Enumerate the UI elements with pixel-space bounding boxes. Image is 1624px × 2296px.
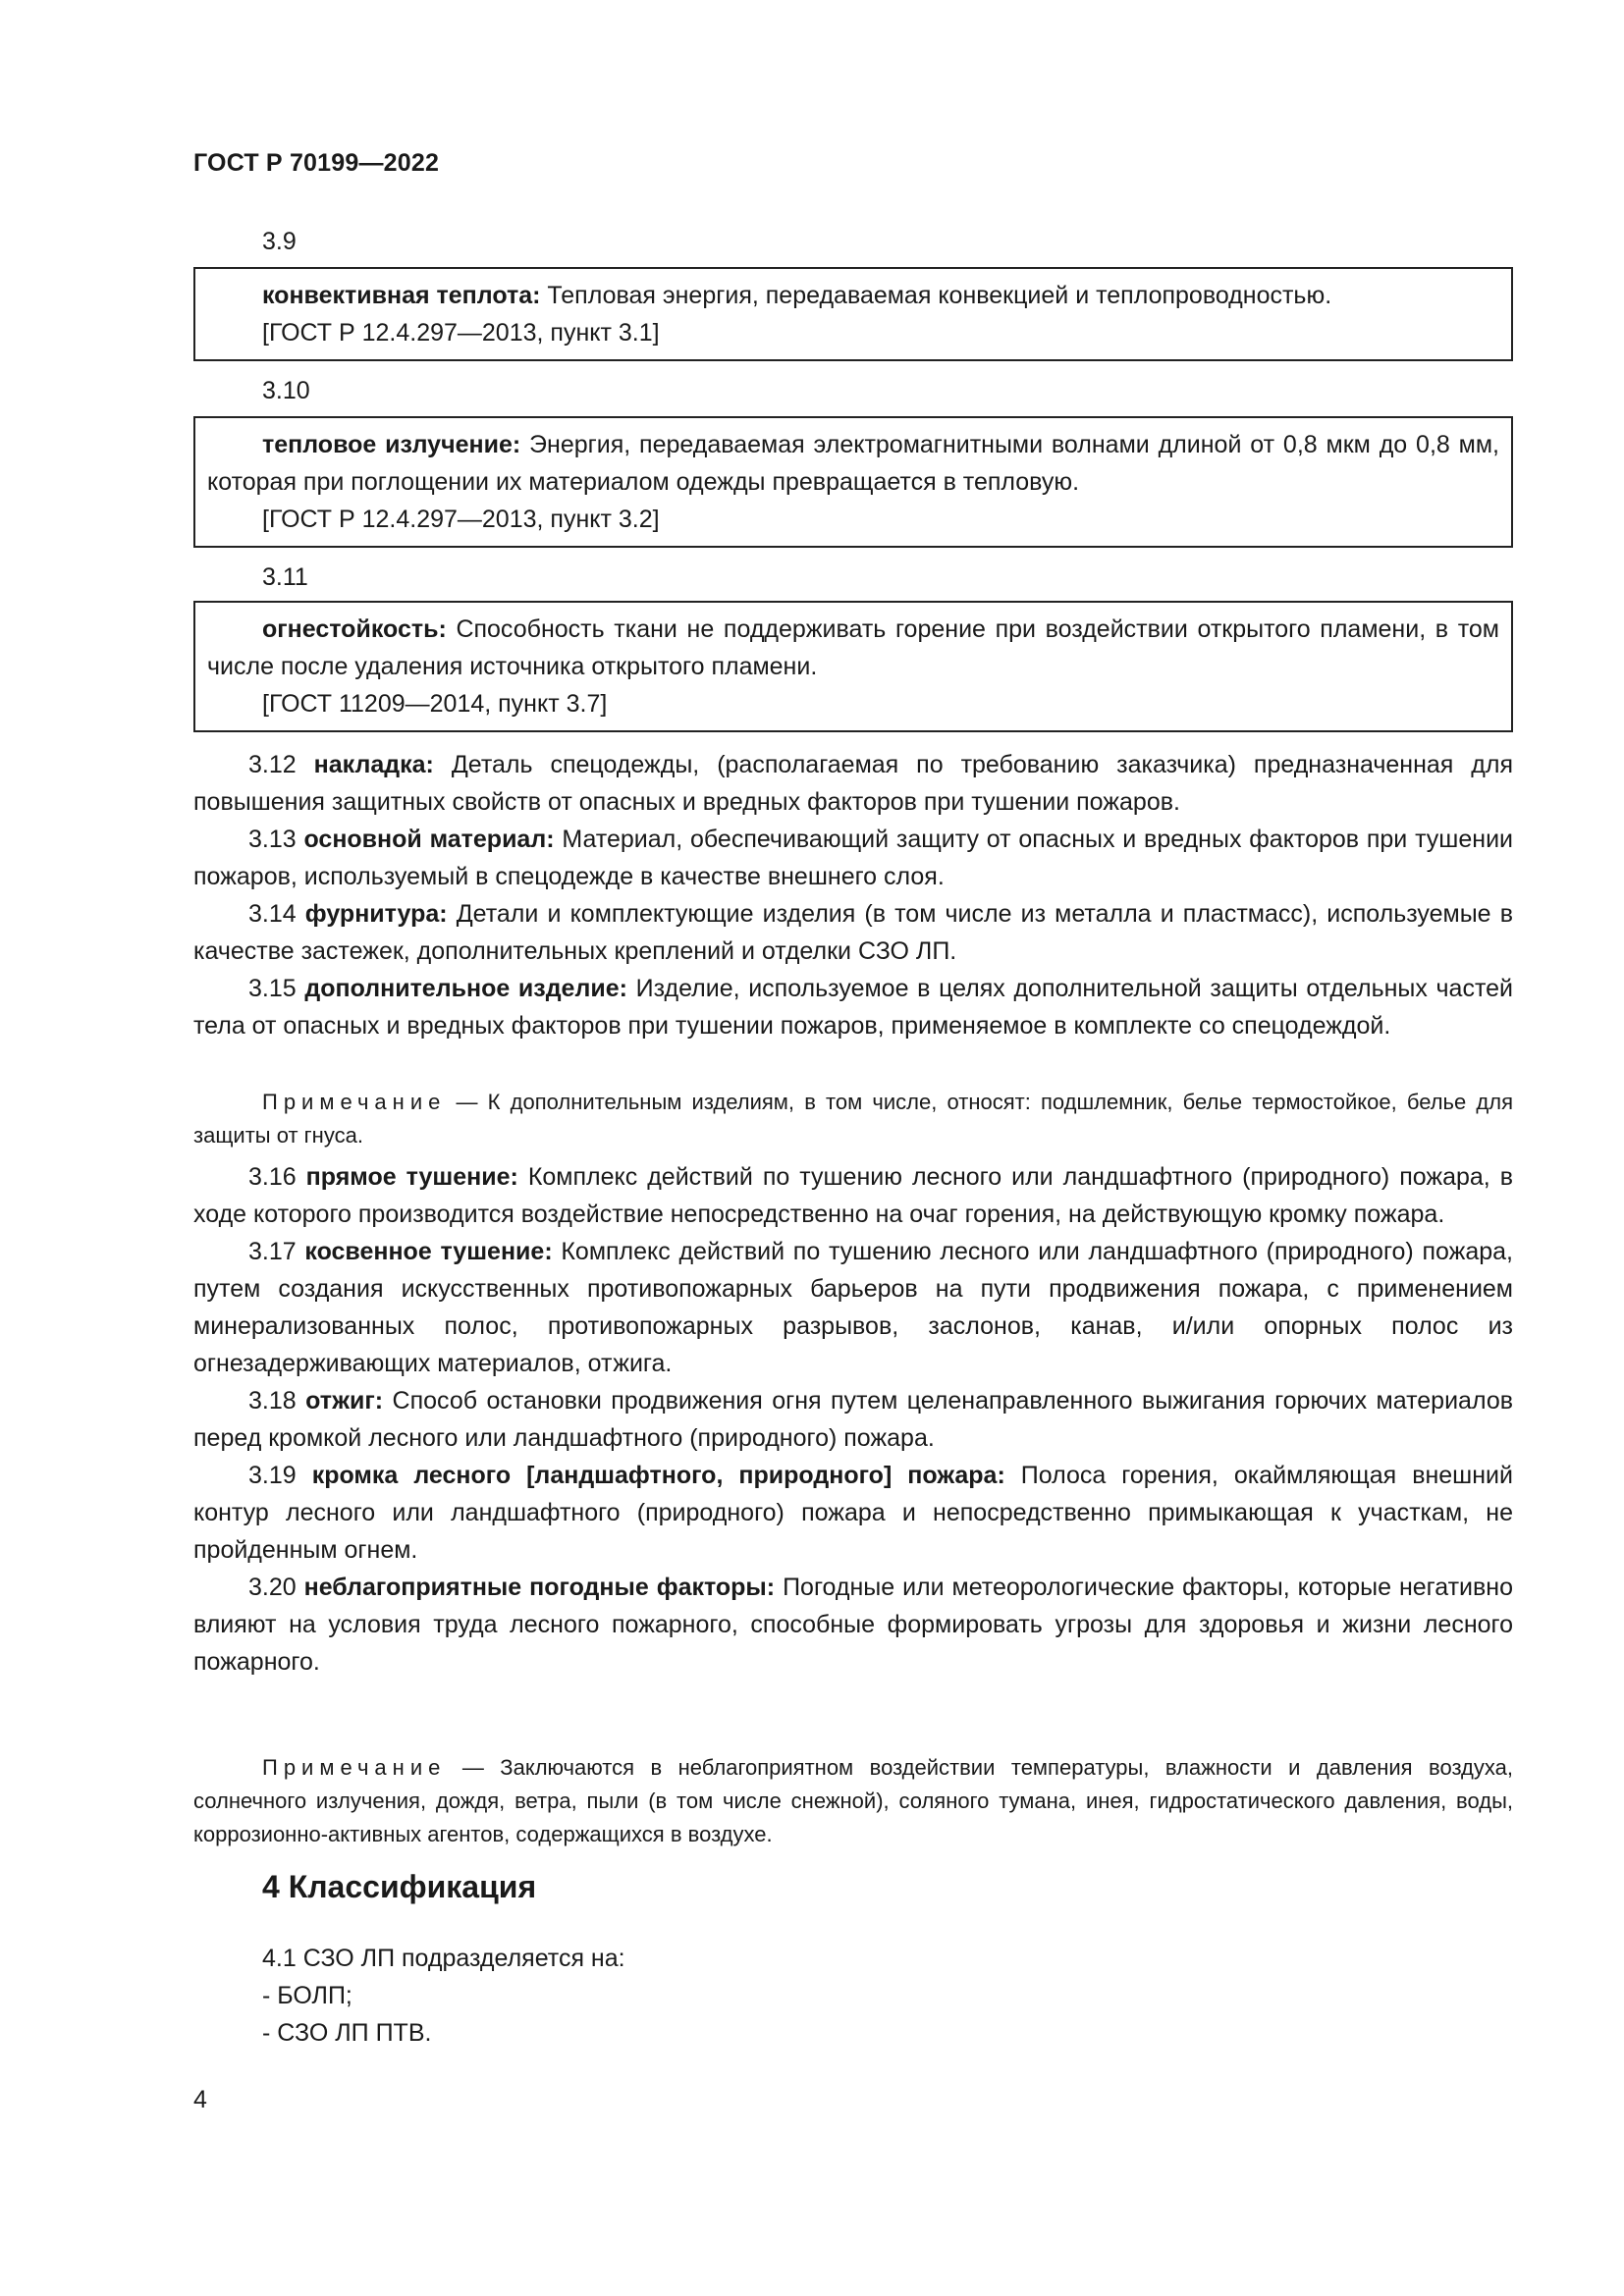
list-item: - БОЛП; <box>262 1982 352 2009</box>
term-definition: 3.18 отжиг: Способ остановки продвижения огня путем целенаправленного выжигания горючих материалов перед кромкой лесного или ландшафтного (природного) пожара. <box>193 1387 1514 1452</box>
term-number: 3.11 <box>262 563 308 591</box>
term-number: 3.9 <box>262 228 297 255</box>
term-name: дополнительное изделие: <box>304 975 627 1002</box>
term-name: кромка лесного [ландшафтного, природного] пожара: <box>311 1462 1005 1489</box>
term-name: накладка: <box>313 751 434 778</box>
term-definition: 3.17 косвенное тушение: Комплекс действий по тушению лесного или ландшафтного (природного) пожара, путем создания искусственных противопожарных барьеров на пути продвижения пожара, с применением минерализованных полос, противопожарных разрывов, заслонов, канав, и/или опорных полос из огнезадерживающих материалов, отжига. <box>193 1238 1513 1377</box>
term-text: Способность ткани не поддерживать горение при воздействии открытого пламени, в том числе после удаления источника открытого пламени. <box>207 615 1499 680</box>
term-source: [ГОСТ 11209—2014, пункт 3.7] <box>262 690 608 718</box>
term-number: 3.10 <box>262 377 310 404</box>
note-label: Примечание <box>262 1090 447 1114</box>
terms-block-2 <box>193 1158 1513 1681</box>
term-box <box>193 601 1513 732</box>
term-name: отжиг: <box>305 1387 384 1415</box>
page-number: 4 <box>193 2086 207 2113</box>
list-item: - СЗО ЛП ПТВ. <box>262 2019 432 2047</box>
term-definition: 3.19 кромка лесного [ландшафтного, природного] пожара: Полоса горения, окаймляющая внешний контур лесного или ландшафтного (природного) пожара и непосредственно примыкающая к участкам, не пройденным огнем. <box>193 1462 1513 1564</box>
term-definition: 3.16 прямое тушение: Комплекс действий по тушению лесного или ландшафтного (природного) пожара, в ходе которого производится воздействие непосредственно на очаг горения, на действующую кромку пожара. <box>193 1163 1514 1228</box>
term-text: Энергия, передаваемая электромагнитными волнами длиной от 0,8 мкм до 0,8 мм, которая при поглощении их материалом одежды превращается в тепловую. <box>207 431 1499 496</box>
term-definition: 3.13 основной материал: Материал, обеспечивающий защиту от опасных и вредных факторов при тушении пожаров, используемый в спецодежде в качестве внешнего слоя. <box>193 826 1513 890</box>
note-2: Примечание — Заключаются в неблагоприятном воздействии температуры, влажности и давления воздуха, солнечного излучения, дождя, ветра, пыли (в том числе снежной), соляного тумана, инея, гидростатического давления, воды, коррозионно-активных агентов, содержащихся в воздухе. <box>193 1755 1513 1846</box>
term-name: конвективная теплота: <box>262 282 541 309</box>
term-name: огнестойкость: <box>262 615 447 643</box>
term-name: тепловое излучение: <box>262 431 521 458</box>
term-definition <box>207 277 1499 314</box>
section-title: 4 Классификация <box>262 1869 537 1904</box>
term-text: Тепловая энергия, передаваемая конвекцией и теплопроводностью. <box>540 282 1332 309</box>
term-box <box>193 267 1513 361</box>
list-intro: 4.1 СЗО ЛП подразделяется на: <box>262 1945 625 1972</box>
term-box <box>193 416 1513 548</box>
term-source: [ГОСТ Р 12.4.297—2013, пункт 3.1] <box>262 319 660 347</box>
terms-block-1 <box>193 746 1513 1044</box>
term-definition <box>207 611 1499 685</box>
term-definition: 3.15 дополнительное изделие: Изделие, используемое в целях дополнительной защиты отдельных частей тела от опасных и вредных факторов при тушении пожаров, применяемое в комплекте со спецодеждой. <box>193 975 1513 1040</box>
term-definition: 3.12 накладка: Деталь спецодежды, (располагаемая по требованию заказчика) предназначенная для повышения защитных свойств от опасных и вредных факторов при тушении пожаров. <box>193 751 1514 816</box>
term-name: основной материал: <box>303 826 555 853</box>
note-label: Примечание <box>262 1755 447 1780</box>
term-name: фурнитура: <box>304 900 448 928</box>
term-name: косвенное тушение: <box>304 1238 553 1265</box>
term-definition: 3.20 неблагоприятные погодные факторы: Погодные или метеорологические факторы, которые негативно влияют на условия труда лесного пожарного, способные формировать угрозы для здоровья и жизни лесного пожарного. <box>193 1574 1514 1676</box>
term-definition <box>207 426 1499 501</box>
note-1: Примечание — К дополнительным изделиям, в том числе, относят: подшлемник, белье термостойкое, белье для защиты от гнуса. <box>193 1090 1513 1148</box>
term-definition: 3.14 фурнитура: Детали и комплектующие изделия (в том числе из металла и пластмасс), используемые в качестве застежек, дополнительных креплений и отделки СЗО ЛП. <box>193 900 1513 965</box>
document-header: ГОСТ Р 70199—2022 <box>193 149 440 177</box>
term-name: неблагоприятные погодные факторы: <box>303 1574 776 1601</box>
term-name: прямое тушение: <box>305 1163 518 1191</box>
classification-list <box>262 1940 625 2052</box>
term-source: [ГОСТ Р 12.4.297—2013, пункт 3.2] <box>262 506 660 533</box>
